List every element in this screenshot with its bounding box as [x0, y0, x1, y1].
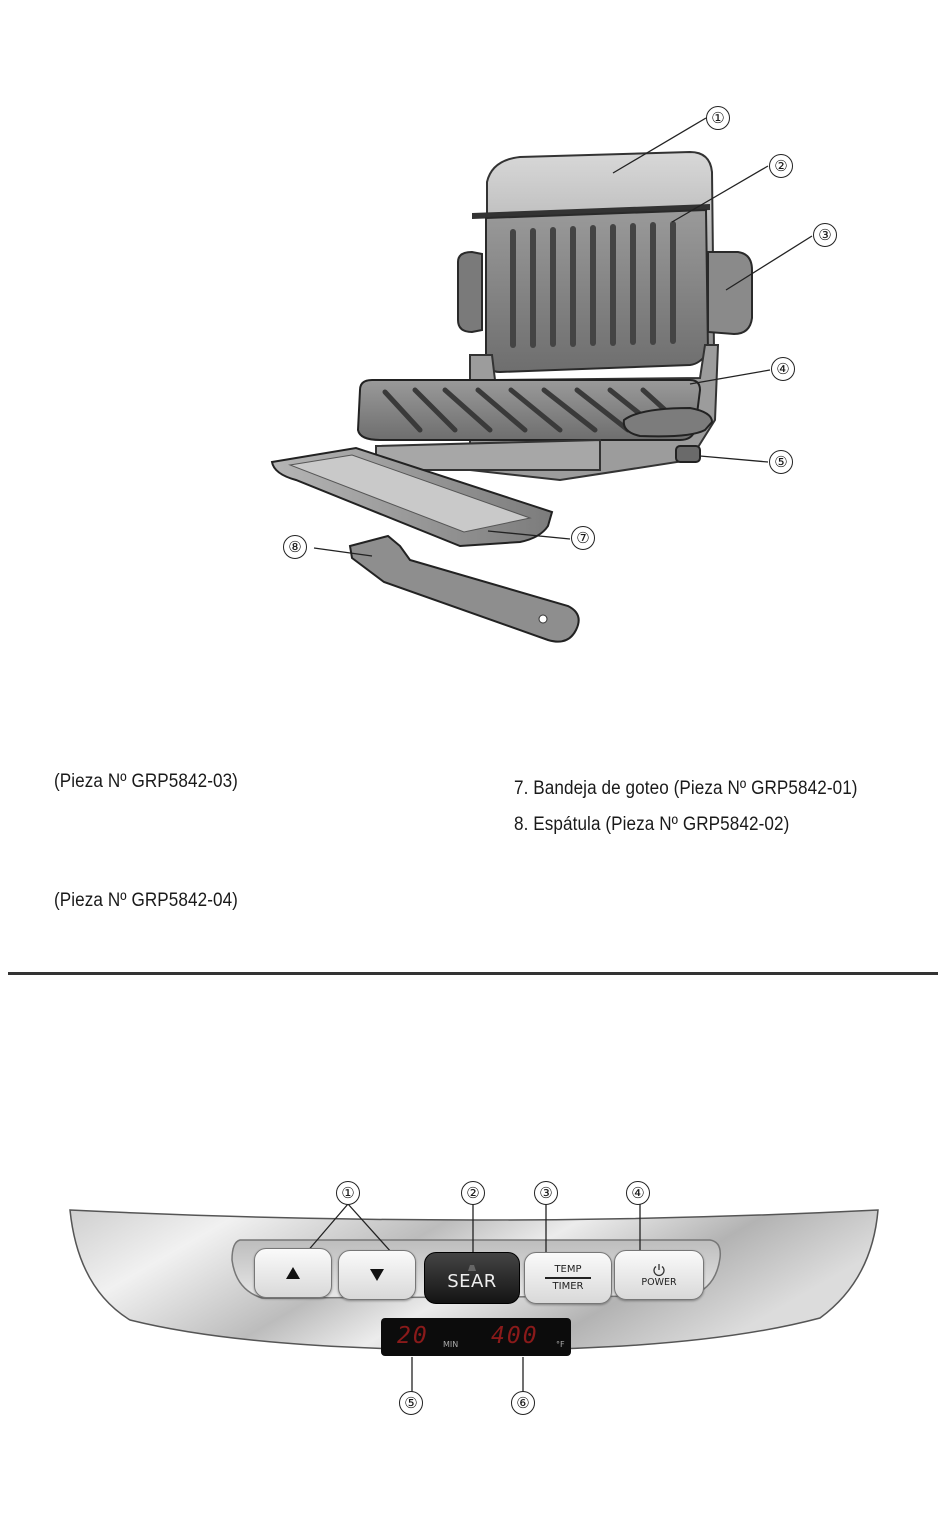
control-panel-illustration	[0, 1180, 950, 1440]
sear-label: SEAR	[447, 1270, 497, 1292]
power-button[interactable]	[614, 1250, 704, 1300]
temp-unit: °F	[556, 1340, 565, 1349]
callout-4: ④	[771, 357, 795, 381]
temp-timer-button[interactable]	[524, 1252, 612, 1304]
panel-callout-3: ③	[534, 1181, 558, 1205]
callout-5: ⑤	[769, 450, 793, 474]
digital-display	[381, 1318, 571, 1356]
part-3-number: (Pieza Nº GRP5842-03)	[54, 771, 238, 792]
power-label: POWER	[641, 1276, 677, 1288]
timer-label: TIMER	[552, 1280, 584, 1292]
callout-1: ①	[706, 106, 730, 130]
down-arrow-icon	[370, 1269, 384, 1281]
panel-callout-1: ①	[336, 1181, 360, 1205]
callout-3: ③	[813, 223, 837, 247]
sear-button[interactable]	[424, 1252, 520, 1304]
down-button[interactable]	[338, 1250, 416, 1300]
part-7-drip-tray: 7. Bandeja de goteo (Pieza Nº GRP5842-01)	[514, 778, 858, 799]
up-button[interactable]	[254, 1248, 332, 1298]
power-icon	[652, 1263, 666, 1277]
temp-timer-divider	[545, 1277, 591, 1279]
grill-illustration	[0, 0, 950, 660]
temp-readout: 400	[491, 1323, 539, 1349]
time-unit: MIN	[443, 1340, 459, 1349]
up-arrow-icon	[286, 1267, 300, 1279]
panel-callout-5: ⑤	[399, 1391, 423, 1415]
part-8-spatula: 8. Espátula (Pieza Nº GRP5842-02)	[514, 814, 790, 835]
callout-7: ⑦	[571, 526, 595, 550]
part-6-number: (Pieza Nº GRP5842-04)	[54, 890, 238, 911]
callout-2: ②	[769, 154, 793, 178]
temp-label: TEMP	[554, 1264, 582, 1276]
panel-callout-2: ②	[461, 1181, 485, 1205]
panel-callout-6: ⑥	[511, 1391, 535, 1415]
section-divider	[8, 972, 938, 975]
callout-8: ⑧	[283, 535, 307, 559]
time-readout: 20	[397, 1323, 429, 1349]
panel-callout-4: ④	[626, 1181, 650, 1205]
